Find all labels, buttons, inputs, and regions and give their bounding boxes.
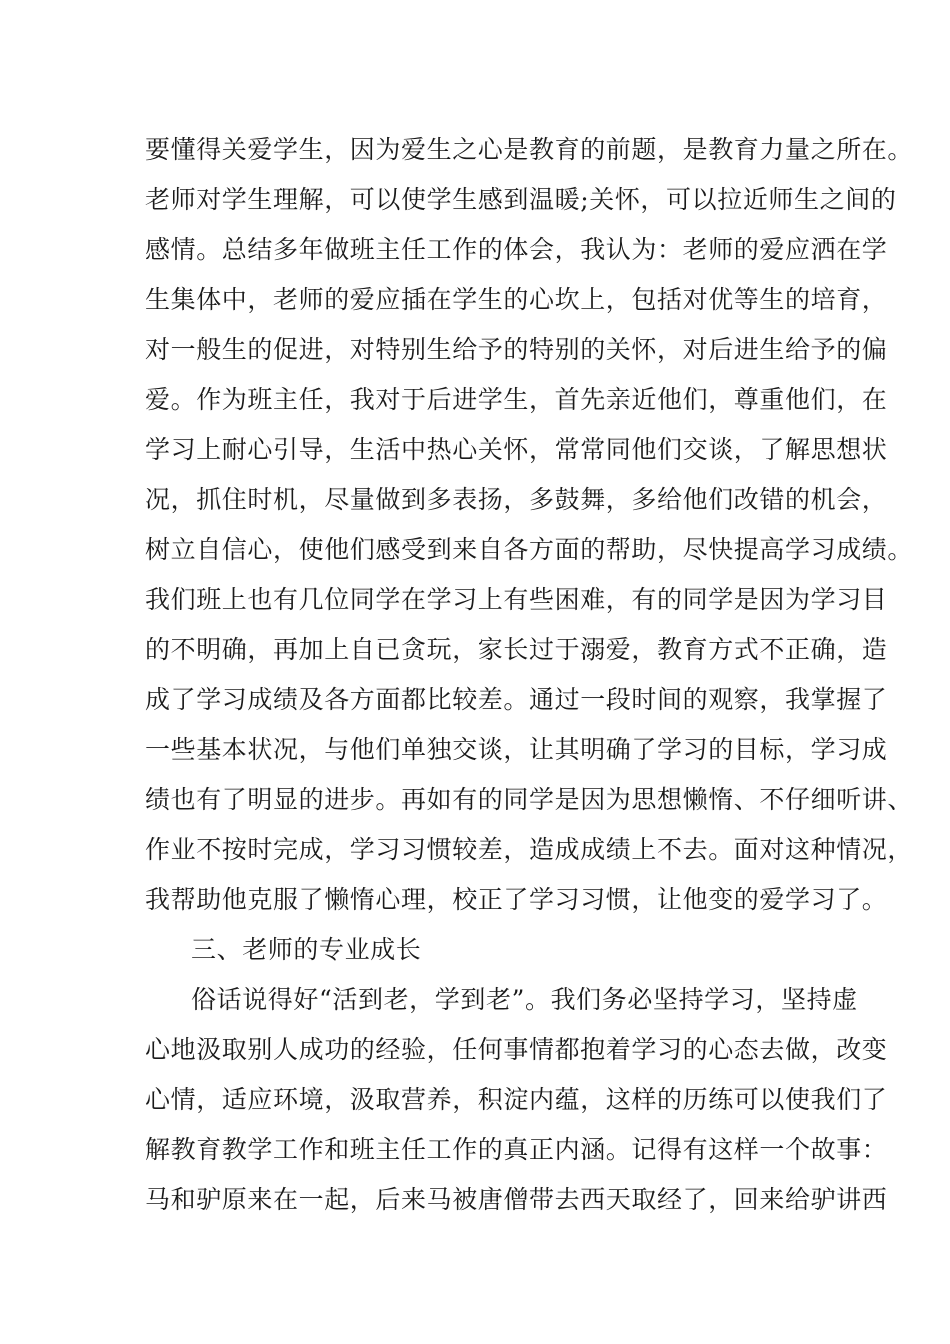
text-line-3: 感情。总结多年做班主任工作的体会，我认为：老师的爱应洒在学 bbox=[145, 235, 888, 264]
text-line-2: 老师对学生理解，可以使学生感到温暖;关怀，可以拉近师生之间的 bbox=[145, 185, 897, 214]
text-line-5: 对一般生的促进，对特别生给予的特别的关怀，对后进生给予的偏 bbox=[145, 335, 888, 364]
text-line-11: 的不明确，再加上自已贪玩，家长过于溺爱，教育方式不正确，造 bbox=[145, 635, 888, 664]
body-text bbox=[145, 125, 914, 1225]
text-line-22: 马和驴原来在一起，后来马被唐僧带去西天取经了，回来给驴讲西 bbox=[145, 1185, 888, 1214]
text-line-18: 俗话说得好“活到老，学到老”。我们务必坚持学习，坚持虚 bbox=[191, 985, 858, 1014]
text-line-6: 爱。作为班主任，我对于后进学生，首先亲近他们，尊重他们，在 bbox=[145, 385, 888, 414]
text-line-15: 作业不按时完成，学习习惯较差，造成成绩上不去。面对这种情况， bbox=[145, 835, 914, 864]
text-line-7: 学习上耐心引导，生活中热心关怀，常常同他们交谈，了解思想状 bbox=[145, 435, 888, 464]
text-line-14: 绩也有了明显的进步。再如有的同学是因为思想懒惰、不仔细听讲、 bbox=[145, 785, 914, 814]
text-line-12: 成了学习成绩及各方面都比较差。通过一段时间的观察，我掌握了 bbox=[145, 685, 888, 714]
text-line-10: 我们班上也有几位同学在学习上有些困难，有的同学是因为学习目 bbox=[145, 585, 888, 614]
text-line-16: 我帮助他克服了懒惰心理，校正了学习习惯，让他变的爱学习了。 bbox=[145, 885, 888, 914]
text-line-20: 心情，适应环境，汲取营养，积淀内蕴，这样的历练可以使我们了 bbox=[145, 1085, 888, 1114]
text-line-1: 要懂得关爱学生，因为爱生之心是教育的前题，是教育力量之所在。 bbox=[145, 135, 914, 164]
text-line-8: 况，抓住时机，尽量做到多表扬，多鼓舞，多给他们改错的机会， bbox=[145, 485, 888, 514]
text-line-21: 解教育教学工作和班主任工作的真正内涵。记得有这样一个故事： bbox=[145, 1135, 888, 1164]
text-line-13: 一些基本状况，与他们单独交谈，让其明确了学习的目标，学习成 bbox=[145, 735, 888, 764]
text-line-19: 心地汲取别人成功的经验，任何事情都抱着学习的心态去做，改变 bbox=[145, 1035, 888, 1064]
section-heading: 三、老师的专业成长 bbox=[191, 935, 422, 964]
text-line-4: 生集体中，老师的爱应插在学生的心坎上，包括对优等生的培育， bbox=[145, 285, 888, 314]
text-line-9: 树立自信心，使他们感受到来自各方面的帮助，尽快提高学习成绩。 bbox=[145, 535, 914, 564]
